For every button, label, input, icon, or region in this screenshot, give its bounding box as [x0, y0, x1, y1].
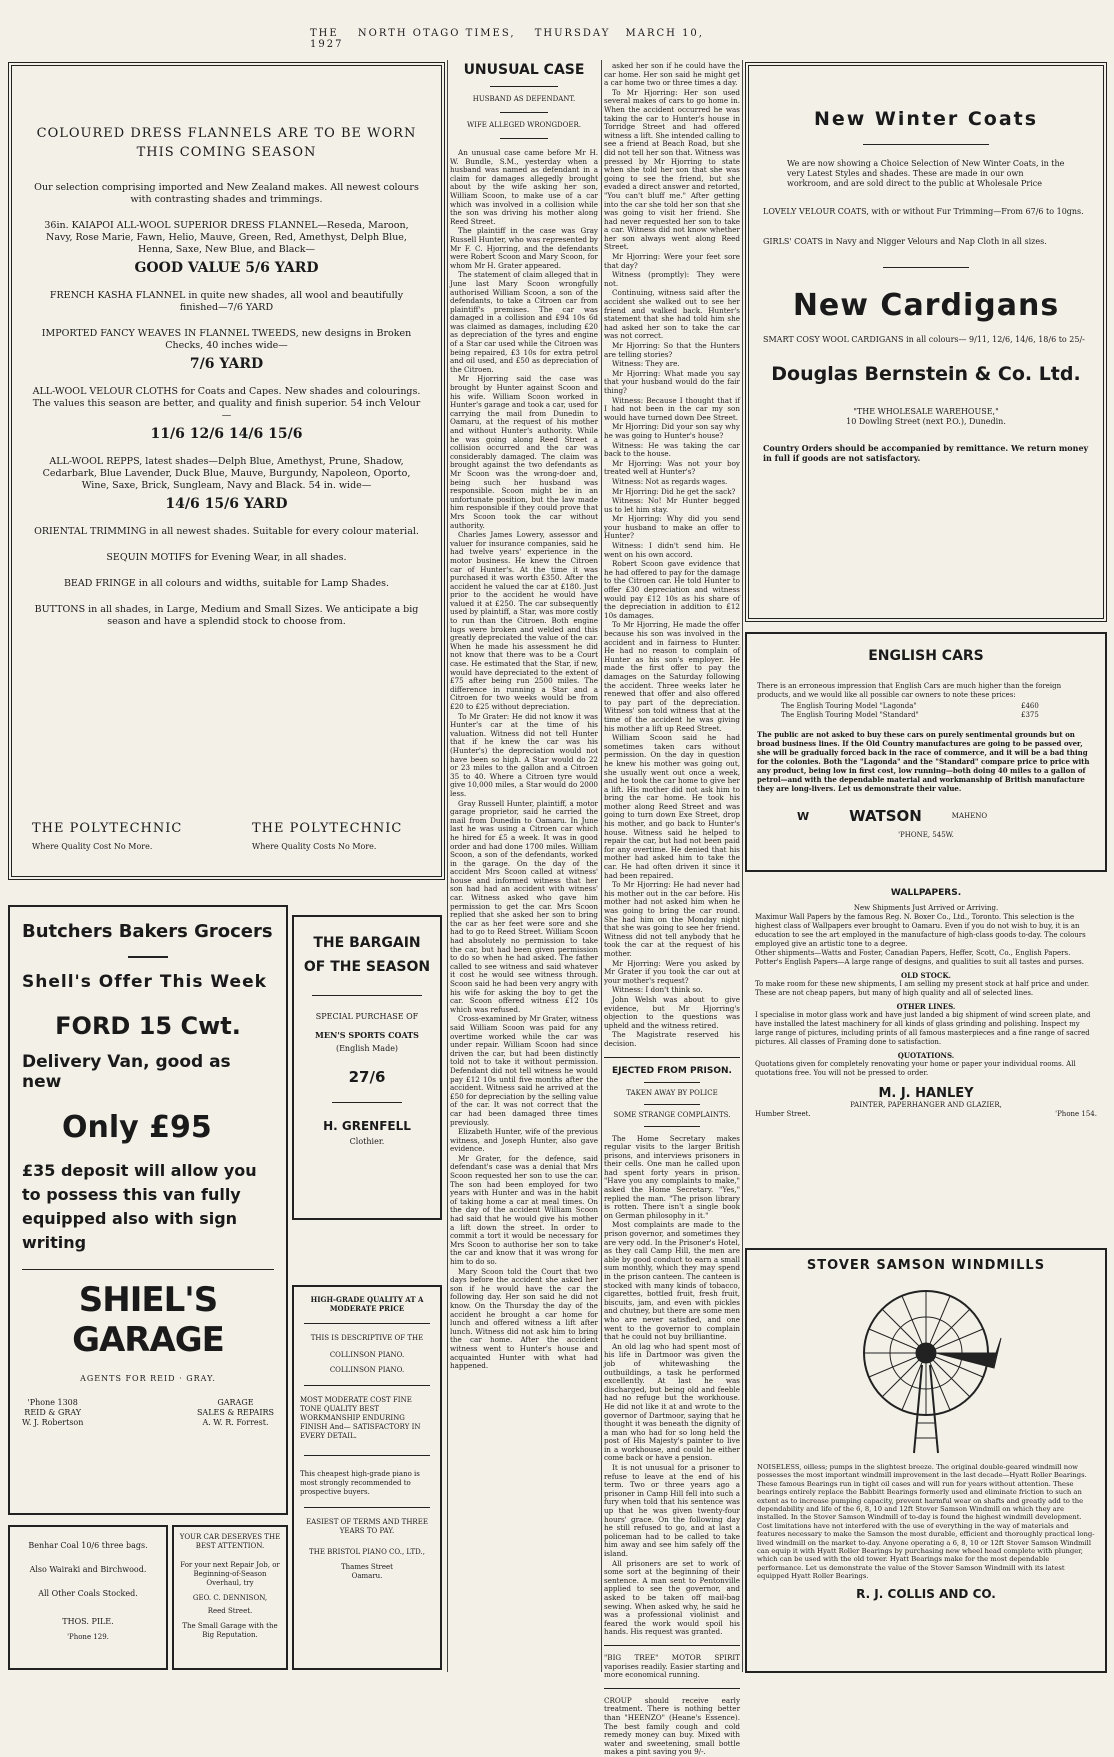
dennison-line3: The Small Garage with the Big Reputation. [182, 1622, 278, 1639]
collinson-ad [292, 1285, 442, 1670]
divider [500, 112, 548, 113]
dennison-line1: YOUR CAR DESERVES THE BEST ATTENTION. [179, 1533, 281, 1550]
prison-paragraph: It is not unusual for a prisoner to refuse to leave at the end of his term. Two or three years ago a prisoner in Camp Hill fell into such a fury when told that his sentence was up that he was given twenty-four hours' grace. On the following day he still refused to go, and at last a policeman had to be called to take him away and see him safely off the island. [604, 1463, 740, 1558]
hanley-ad [745, 880, 1107, 1240]
shiels-sales: SALES & REPAIRS [196, 1408, 274, 1417]
divider [490, 86, 558, 87]
polytechnic-item-price: 11/6 12/6 14/6 15/6 [150, 426, 303, 442]
shiels-price: Only £95 [62, 1110, 212, 1145]
windmill-footer: R. J. COLLIS AND CO. [856, 1586, 996, 1601]
case2-paragraph: To Mr Hjorring: Her son used several makes of cars to go home in. When the accident occurred he was taking the car to Hunter's house in Torridge Street and had offered witness a lift. She intended calling to see a friend at Beach Road, but she did not tell her son that. Witness was pressed by Mr Hjorring to state when she told her son that she was going to see the friend, but she evaded a direct answer and retorted, "You can't bluff me." After getting into the car she told her son that she was going to visit her friend. She had never requested her son to take a car. Witness did not know whether her son always went along Reed Street. [604, 87, 740, 252]
pile-line1: Benhar Coal 10/6 three bags. [28, 1541, 148, 1550]
prison-title: EJECTED FROM PRISON. [612, 1065, 732, 1076]
case2-paragraph: Witness: No! Mr Hunter begged us to let him stay. [604, 496, 740, 514]
case2-paragraph: Witness (promptly): They were not. [604, 270, 740, 288]
shiels-footer [22, 1398, 274, 1428]
douglas-velour: LOVELY VELOUR COATS, with or without Fur Trimming—From 67/6 to 10gns. [763, 207, 1084, 216]
case2-paragraph: The Magistrate reserved his decision. [604, 1030, 740, 1048]
case2-paragraph: Witness: Not as regards wages. [612, 476, 728, 486]
shiels-footer-left [22, 1398, 83, 1428]
case2-paragraph: Witness: Because I thought that if I had not been in the car my son would have turned down Dee Street. [604, 395, 740, 422]
divider [644, 1104, 700, 1105]
douglas-warehouse: "THE WHOLESALE WAREHOUSE," [853, 407, 999, 416]
masthead-day: THURSDAY [534, 28, 611, 39]
grenfell-ad [292, 915, 442, 1220]
watson-intro: There is an erroneous impression that English Cars are much higher than the foreign products, and we would like all possible car owners to note these prices: [757, 682, 1062, 699]
masthead [310, 28, 740, 50]
shiels-offer: Shell's Offer This Week [22, 972, 267, 992]
divider [304, 1323, 430, 1324]
divider [644, 1082, 700, 1083]
croup-notice: CROUP should receive early treatment. There is nothing better than "HEENZO" (Heane's Essence). The best family cough and cold remedy money can buy. Mixed with water and sweetening, small bottle makes a pint saving you 9/-. [604, 1695, 740, 1757]
case-paragraph: The statement of claim alleged that in June last Mary Scoon wrongfully authorised William Scoon, a son of the defendants, to take a Citroen car from plaintiff's premises. The car was damaged in a collision and £94 10s 6d was claimed as damages, including £20 as depreciation of the tyres and engine of a Star car used while the Citroen was being repaired, £3 10s for extra petrol and oil used, and £50 as depreciation of the Citroen. [450, 270, 598, 374]
case2-paragraph: Witness: He was taking the car back to the house. [604, 440, 740, 459]
divider [604, 1688, 740, 1689]
douglas-address: 10 Dowling Street (next P.O.), Dunedin. [846, 417, 1006, 426]
divider [500, 138, 548, 139]
collinson-features: MOST MODERATE COST FINE TONE QUALITY BEST WORKMANSHIP ENDURING FINISH And— SATISFACTORY IN EVERY DETAIL. [300, 1396, 421, 1440]
dennison-ad [172, 1525, 288, 1670]
polytechnic-item: BEAD FRINGE in all colours and widths, suitable for Lamp Shades. [63, 578, 390, 589]
case2-column [604, 61, 741, 1757]
divider [883, 267, 969, 268]
hanley-phone: 'Phone 154. [1055, 1110, 1097, 1118]
dennison-name: GEO. C. DENNISON, [192, 1594, 268, 1602]
douglas-title1: New Winter Coats [813, 108, 1039, 130]
case-paragraph: An unusual case came before Mr H. W. Bundle, S.M., yesterday when a husband was named as defendant in a claim for damages allegedly brought about by the wife asking her son, William Scoon, to make use of a car which was involved in a collision while the son was driving his mother along Reed Street. [450, 148, 598, 226]
shiels-agents: AGENTS FOR REID · GRAY. [80, 1374, 216, 1383]
douglas-cardigans: SMART COSY WOOL CARDIGANS in all colours— 9/11, 12/6, 14/6, 18/6 to 25/- [763, 335, 1085, 344]
polytechnic-items [32, 220, 421, 628]
divider [22, 1269, 274, 1270]
prison-sub2: SOME STRANGE COMPLAINTS. [613, 1110, 731, 1119]
case-paragraph: Charles James Lowery, assessor and valuer for insurance companies, said he had twelve years' experience in the motor business. He knew the Citroen car of Hunter's. At the time it was purchased it was worth £350. After the accident he valued the car at £180. Just prior to the accident he would have valued it at £250. The car subsequently used by plaintiff, a Star, was more costly to run than the Citroen. Both engine lugs were broken and welded and this greatly depreciated the value of the car. When he made his assessment he did not know that there was to be a Court case. He estimated that the Star, if new, would have depreciated to the extent of £75 after being run 2500 miles. The difference in running a Star and a Citroen for two weeks would be from £20 to £25 without depreciation. [450, 530, 598, 711]
watson-phone: 'PHONE, 545W. [898, 831, 954, 839]
watson-ad [745, 632, 1107, 872]
case2-paragraph: To Mr Hjorring: He had never had his mother out in the car before. His mother had not asked him when he was going to bring the car round. She had him on the Monday night that she was going to see her friend. Witness did not tell anybody that he took the car at the request of his mother. [604, 880, 740, 958]
collinson-piano2: COLLINSON PIANO. [329, 1366, 405, 1374]
polytechnic-item-price: 14/6 15/6 YARD [165, 496, 288, 512]
divider [863, 144, 989, 145]
divider [304, 1455, 430, 1456]
hanley-quot-title: QUOTATIONS. [897, 1051, 955, 1060]
watson-model1: The English Touring Model "Lagonda" [781, 702, 917, 710]
douglas-country: Country Orders should be accompanied by remittance. We return money in full if goods are not satisfactory. [763, 443, 1089, 463]
case2-paragraph: Witness: I didn't send him. He went on his own accord. [604, 541, 740, 559]
divider [644, 1126, 700, 1127]
polytechnic-ad [8, 62, 445, 880]
divider [312, 995, 422, 996]
case2-paragraph: Mr Hjorring: What made you say that your husband would do the fair thing? [604, 368, 740, 395]
case-sub1: HUSBAND AS DEFENDANT. [472, 95, 576, 103]
hanley-p2: Other shipments—Watts and Foster, Canadian Papers, Heffer, Scott, Co., English Papers. [755, 949, 1071, 957]
grenfell-title: THE BARGAIN OF THE SEASON [303, 935, 431, 975]
prison-paragraph: An old lag who had spent most of his life in Dartmoor was given the job of whitewashing the outbuildings, a task he performed excellently. At last he was discharged, but being old and feeble had no refuge but the workhouse. He did not like it at and wrote to the governor of Dartmoor, saying that he thought it was beneath the dignity of a man who had for so long held the post of His Majesty's painter to live in a workhouse, and could he either come back or have a pension. [604, 1341, 740, 1463]
watson-model2: The English Touring Model "Standard" [781, 711, 919, 719]
collinson-terms: EASIEST OF TERMS AND THREE YEARS TO PAY. [306, 1518, 428, 1535]
column-rule [601, 60, 602, 1672]
pile-phone: 'Phone 129. [67, 1633, 109, 1641]
case-title: UNUSUAL CASE [463, 62, 585, 78]
case2-paragraph: Mr Hjorring: Were you asked by Mr Grater if you took the car out at your mother's request? [604, 958, 740, 985]
watson-body: The public are not asked to buy these cars on purely sentimental grounds but on broad business lines. If the Old Country manufactures are going to be passed over, she will be gradually forced back in the race of commerce, and it will be a bad thing for the colonies. Both the "Lagonda" and the "Standard" compare price to price with any product, being low in first cost, low running—both doing 40 miles to a gallon of petrol—and with the dependable material and workmanship of British manufacture they are long-livers. Let us demonstrate their value. [757, 730, 1090, 793]
polytechnic-item: IMPORTED FANCY WEAVES IN FLANNEL TWEEDS, new designs in Broken Checks, 40 inches wide— [41, 328, 412, 351]
hanley-footer [755, 1110, 1097, 1119]
divider [604, 1645, 740, 1646]
watson-model2-row [757, 711, 1095, 720]
shiels-van: Delivery Van, good as new [22, 1052, 231, 1092]
case2-paragraph: John Welsh was about to give evidence, but Mr Hjorring's objection to the questions was upheld and the witness retired. [604, 994, 740, 1030]
case2-paragraph: asked her son if he could have the car home. Her son said he might get a car home two or three times a day. [604, 61, 740, 88]
case-body [450, 149, 598, 1371]
pile-ad [8, 1525, 168, 1670]
grenfell-item: MEN'S SPORTS COATS [315, 1030, 419, 1040]
grenfell-special: SPECIAL PURCHASE OF [315, 1012, 419, 1021]
windmill-body: NOISELESS, oilless; pumps in the slightest breeze. The original double-geared windmill now possesses the most important windmill improvement in the last decade—Hyatt Roller Bearings. These famous Bearings run in tight oil cases and will run for years without attention. These bearings entirely replace the Babbitt Bearings formerly used and eliminate friction to such an extent as to increase pumping capacity, prevent harmful wear on shafts and greatly add to the dependability and life of the 6, 8, 10 and 12ft Stover Samson Windmill on which they are installed. In the Stover Samson Windmill of to-day is found the highest windmill development. Cost limitations have not interfered with the use of everything in the way of materials and features necessary to make the Samson the most durable, efficient and thoroughly practical long-lived windmill on the market to-day. Anyone operating a 6, 8, 10 or 12ft Stover Samson Windmill can equip it with Hyatt Roller Bearings by purchasing new wheel head complete with plunger, which can be used with the old tower. Hyatt Bearings make for the most dependable performance. Let us demonstrate the value of the Stover Samson Windmill with its latest equipped Hyatt Roller Bearings. [757, 1463, 1095, 1581]
masthead-paper: NORTH OTAGO TIMES, [357, 28, 516, 39]
polytechnic-item-price: 7/6 YARD [189, 356, 264, 372]
watson-prefix: W [797, 809, 810, 823]
hanley-sub: New Shipments Just Arrived or Arriving. [853, 904, 999, 912]
case-paragraph: Mr Hjorring said the case was brought by Hunter against Scoon and his wife. William Scoon worked in Hunter's garage and took a car, used for carrying the mail from Dunedin to Oamaru, at the request of his mother and without Hunter's authority. While he was going along Reed Street a collision occurred and the car was considerably damaged. The claim was brought against the two defendants as Mr Scoon was the wrong-doer and, being such her husband was responsible. Scoon might be in an unfortunate position, but the law made him responsible if they could prove that Mrs Scoon took the car without authority. [450, 374, 598, 530]
shiels-garage2: GARAGE [217, 1398, 254, 1407]
hanley-role: PAINTER, PAPERHANGER AND GLAZIER, [850, 1101, 1002, 1109]
hanley-street: Humber Street. [755, 1110, 811, 1118]
case2-body [604, 62, 740, 1049]
shiels-forrest: A. W. R. Forrest. [202, 1418, 269, 1427]
collinson-town: Oamaru. [351, 1572, 383, 1580]
watson-model1-row [757, 702, 1095, 711]
polytechnic-item: BUTTONS in all shades, in Large, Medium and Small Sizes. We anticipate a big season and have a splendid stock to choose from. [34, 604, 419, 627]
shiels-firm: REID & GRAY [24, 1408, 82, 1417]
shiels-top: Butchers Bakers Grocers [22, 921, 273, 942]
divider [332, 1102, 402, 1103]
collinson-company: THE BRISTOL PIANO CO., LTD., [309, 1548, 425, 1556]
case2-paragraph: To Mr Hjorring, He made the offer because his son was involved in the accident and in fairness to Hunter. He had no reason to complain of Hunter as his son's employer. He made the first offer to pay the damages on the Saturday following the accident. Three weeks later he renewed that offer and also offered to pay part of the depreciation. Witness' son told witness that at the time of the accident he was giving his mother a lift up Reed Street. [604, 620, 740, 733]
prison-paragraph: The Home Secretary makes regular visits to the larger British prisons, and interviews prisoners in their cells. One man he called upon had spent forty years in prison. "Have you any complaints to make," asked the Home Secretary. "Yes," replied the man. "The prison library is rotten. There isn't a single book on German philosophy in it." [604, 1133, 740, 1220]
case2-paragraph: Mr Hjorring: Did he get the sack? [612, 486, 736, 496]
case2-paragraph: Witness: I don't think so. [612, 985, 703, 995]
hanley-old-title: OLD STOCK. [901, 971, 951, 980]
case2-paragraph: Witness: They are. [612, 359, 680, 369]
polytechnic-headline: COLOURED DRESS FLANNELS ARE TO BE WORN [36, 126, 417, 141]
collinson-piano: COLLINSON PIANO. [329, 1351, 405, 1359]
collinson-street: Thames Street [340, 1563, 393, 1571]
watson-price1: £460 [1021, 702, 1039, 710]
prison-paragraph: All prisoners are set to work of some sort at the beginning of their sentence. A man sent to Pentonville applied to see the governor, and asked to be taken off mail-bag sewing. When asked why, he said he was a professional violinist and feared the work would spoil his hands. His request was granted. [604, 1558, 740, 1637]
polytechnic-item: FRENCH KASHA FLANNEL in quite new shades, all wool and beautifully finished—7/6 YARD [49, 290, 404, 313]
shiels-phone: 'Phone 1308 [27, 1398, 78, 1407]
bigtree-notice: "BIG TREE" MOTOR SPIRIT vaporises readily. Easier starting and more economical running. [604, 1652, 740, 1680]
divider [304, 1385, 430, 1386]
hanley-other: I specialise in motor glass work and have just landed a big shipment of wind screen plate, and have installed the latest machinery for all kinds of glass grinding and polishing. Inspect my large range of pictures, including prints of all famous masterpieces and a fine range of sacred pictures. All classes of Framing done to satisfaction. [755, 1011, 1091, 1046]
shiels-footer-right [197, 1398, 274, 1428]
divider [304, 1507, 430, 1508]
dennison-line2: For your next Repair Job, or Beginning-of-Season Overhaul, try [180, 1561, 280, 1587]
watson-name: WATSON [849, 807, 922, 825]
case-paragraph: The plaintiff in the case was Gray Russell Hunter, who was represented by Mr F. C. Hjorring, and the defendants were Robert Scoon and Mary Scoon, for whom Mr H. Grater appeared. [450, 226, 598, 270]
case-sub2: WIFE ALLEGED WRONGDOER. [466, 121, 582, 129]
shiels-person: W. J. Robertson [22, 1418, 84, 1427]
case-paragraph: To Mr Grater: He did not know it was Hunter's car at the time of his valuation. Witness did not tell Hunter that if he knew the car was his (Hunter's) the depreciation would not have been so high. A Star would do 22 or 23 miles to the gallon and a Citroen 35 to 40. Where a Citroen tyre would give 10,000 miles, a Star would do 2000 less. [450, 711, 598, 798]
case2-paragraph: Mr Hjorring: Was not your boy treated well at Hunter's? [604, 458, 740, 477]
case2-paragraph: Mr Hjorring: Why did you send your husband to make an offer to Hunter? [604, 514, 740, 541]
collinson-body: This cheapest high-grade piano is most strongly recommended to prospective buyers. [300, 1470, 420, 1496]
masthead-date: MARCH 10, 1927 [310, 28, 704, 50]
prison-paragraph: Most complaints are made to the prison governor, and sometimes they are very odd. In the Prisoner's Hotel, as they call Camp Hill, the men are able by good conduct to earn a small sum monthly, which they may spend in the prison canteen. The canteen is stocked with many kinds of tobacco, cigarettes, bottled fruit, fresh fruit, biscuits, jam, and even with pickles and chutney, but there are some men who are never satisfied, and one went to the governor to complain that he could not buy brilliantine. [604, 1220, 741, 1342]
watson-sig [757, 807, 1095, 825]
case-paragraph: Mr Grater, for the defence, said defendant's case was a denial that Mrs Scoon requested her son to use the car. The son had been employed for two years with Hunter and was in the habit of taking home a car at meal times. On the day of the accident William Scoon had said that he would give his mother a lift down the street. In order to commit a tort it would be necessary for Mrs Scoon to authorise her son to take the car and know that it was wrong for him to do so. [450, 1153, 598, 1266]
case2-paragraph: Mr Hjorring: Were your feet sore that day? [604, 252, 740, 270]
case-paragraph: Gray Russell Hunter, plaintiff, a motor garage proprietor, said he carried the mail from Dunedin to Oamaru. In June last he was using a Citroen car which he hired for £5 a week. It was in good order and had done 1700 miles. William Scoon, a son of the defendants, worked in the garage. On the day of the accident Mrs Scoon called at witness' house and informed witness that her son had had an accident with witness' car. Witness asked who gave him permission to get the car. Mrs Scoon replied that she asked her son to bring the car as her feet were sore and she had to go to Reed Street. William Scoon had absolutely no permission to take the car, but had been given permission to do so when he had asked. The father called to see witness and said whatever it cost he would see witness through. Scoon said he had been very angry with his wife for asking the boy to get the car. Scoon offered witness £12 10s which was refused. [450, 798, 598, 1014]
hanley-name: M. J. HANLEY [878, 1086, 974, 1101]
divider [604, 1057, 740, 1058]
column-rule [447, 60, 448, 1672]
hanley-other-title: OTHER LINES. [896, 1002, 956, 1011]
polytechnic-sig-left: THE POLYTECHNIC [32, 821, 183, 836]
watson-price2: £375 [1021, 711, 1039, 719]
douglas-girls: GIRLS' COATS in Navy and Nigger Velours and Nap Cloth in all sizes. [763, 237, 1047, 246]
collinson-desc: THIS IS DESCRIPTIVE OF THE [310, 1334, 424, 1342]
hanley-quot: Quotations given for completely renovating your home or paper your individual rooms. All quotations free. You will not be pressed to order. [755, 1060, 1076, 1077]
polytechnic-item: ALL-WOOL REPPS, latest shades—Delph Blue, Amethyst, Prune, Shadow, Cedarbark, Blue Lavender, Duck Blue, Mauve, Burgundy, Napoleon, Oporto, Wine, Saxe, Brick, Sungleam, Navy and Black. 54 in. wide— [42, 456, 411, 491]
polytechnic-item: ORIENTAL TRIMMING in all newest shades. Suitable for every colour material. [34, 526, 419, 537]
polytechnic-subheadline: THIS COMING SEASON [136, 145, 317, 160]
shiels-garage-ad [8, 905, 288, 1515]
grenfell-price: 27/6 [348, 1068, 386, 1086]
grenfell-role: Clothier. [349, 1137, 385, 1146]
watson-title: ENGLISH CARS [868, 648, 984, 664]
polytechnic-item: SEQUIN MOTIFS for Evening Wear, in all shades. [106, 552, 347, 563]
watson-town: MAHENO [951, 811, 988, 820]
polytechnic-item: ALL-WOOL VELOUR CLOTHS for Coats and Capes. New shades and colourings. The values this season are better, and quality and finish superior. 54 inch Velour— [32, 386, 421, 421]
case2-paragraph: Continuing, witness said after the accident she walked out to see her friend and walked back. Hunter's statement that she had told him she had asked her son to take the car was not correct. [604, 288, 740, 341]
douglas-intro: We are now showing a Choice Selection of New Winter Coats, in the very Latest Styles and shades. These are made in our own workroom, and are sold direct to the public at Wholesale Price [787, 159, 1065, 188]
grenfell-name: H. GRENFELL [323, 1119, 411, 1133]
dennison-street: Reed Street. [207, 1607, 253, 1615]
column-rule [742, 60, 743, 1672]
shiels-garage-name: SHIEL'S GARAGE [72, 1280, 224, 1360]
case2-paragraph: Mr Hjorring: Did your son say why he was going to Hunter's house? [604, 422, 740, 440]
hanley-p1: Maximur Wall Papers by the famous Reg. N. Boxer Co., Ltd., Toronto. This selection is the highest class of Wallpapers ever brought to Oamaru. Even if you do not wish to buy, it is an education to see the art employed in the manufacture of high-class goods to-day. The colours employed give an artistic tone to a degree. [755, 913, 1086, 948]
pile-line3: All Other Coals Stocked. [38, 1589, 138, 1598]
case2-paragraph: William Scoon said he had sometimes taken cars without permission. On the day in question he knew his mother was going out, she usually went out once a week, and he took the car home to give her a lift. His mother did not ask him to bring the car home. He took his mother along Reed Street and was going to turn down Exe Street, drop his mother, and go back to Hunter's house. Witness said he helped to repair the car, but had not been paid for any overtime. He denied that his mother had asked him to take the car. He had often driven it since it had been repaired. [604, 733, 740, 880]
windmill-ad [745, 1248, 1107, 1673]
shiels-deposit: £35 deposit will allow you to possess this van fully equipped also with sign writing [22, 1161, 257, 1252]
shiels-ford: FORD 15 Cwt. [55, 1012, 241, 1040]
polytechnic-intro: Our selection comprising imported and New Zealand makes. All newest colours with contrasting shades and trimmings. [34, 182, 419, 205]
hanley-title: WALLPAPERS. [890, 888, 962, 898]
case-paragraph: Cross-examined by Mr Grater, witness said William Scoon was paid for any overtime worked while the car was under repair. William Scoon had since driven the car, but had been distinctly told not to take it without permission. Defendant did not tell witness he would pay £12 10s until five months after the accident. Witness said he arrived at the £50 for depreciation by the selling value of the car. It was not correct that the car had been damaged three times previously. [450, 1014, 598, 1127]
prison-body [604, 1135, 740, 1637]
case-paragraph: Elizabeth Hunter, wife of the previous witness, and Joseph Hunter, also gave evidence. [450, 1127, 598, 1154]
pile-name: THOS. PILE. [62, 1617, 114, 1626]
polytechnic-sig-right-block [252, 821, 432, 852]
prison-sub1: TAKEN AWAY BY POLICE [626, 1088, 718, 1097]
masthead-the: THE [310, 28, 339, 39]
douglas-firm: Douglas Bernstein & Co. Ltd. [771, 363, 1081, 385]
case-paragraph: Mary Scoon told the Court that two days before the accident she asked her son if he would have the car the following day. Her son said he did not know. On the Thursday the day of the accident he brought a car home for lunch and offered witness a lift after lunch. Witness did not ask him to bring the car home. After the accident witness went to Hunter's house and acquainted Hunter with what had happened. [450, 1266, 598, 1371]
case2-paragraph: Mr Hjorring: So that the Hunters are telling stories? [604, 341, 740, 359]
grenfell-made: (English Made) [335, 1044, 399, 1053]
hanley-p3: Potter's English Papers—A large range of designs, and qualities to suit all tastes and purses. [755, 958, 1084, 966]
polytechnic-item: 36in. KAIAPOI ALL-WOOL SUPERIOR DRESS FLANNEL—Reseda, Maroon, Navy, Rose Marie, Fawn, Helio, Mauve, Green, Red, Amethyst, Delph Blue, Henna, Saxe, New Blue, and Black— [44, 220, 409, 255]
collinson-top: HIGH-GRADE QUALITY AT A MODERATE PRICE [310, 1295, 424, 1313]
hanley-old: To make room for these new shipments, I am selling my present stock at half price and under. These are not cheap papers, but many of high quality and all of selected lines. [755, 980, 1090, 997]
polytechnic-sig-right: THE POLYTECHNIC [252, 821, 403, 836]
polytechnic-item-price: GOOD VALUE 5/6 YARD [134, 260, 319, 276]
polytechnic-tag-right: Where Quality Costs No More. [252, 842, 377, 851]
case-column [450, 62, 598, 1672]
windmill-title: STOVER SAMSON WINDMILLS [806, 1258, 1046, 1273]
douglas-title2: New Cardigans [792, 288, 1060, 323]
windmill-illustration-icon [826, 1283, 1026, 1453]
pile-line2: Also Wairaki and Birchwood. [29, 1565, 147, 1574]
polytechnic-tag-left: Where Quality Cost No More. [32, 842, 153, 851]
divider [128, 956, 168, 958]
case2-paragraph: Robert Scoon gave evidence that he had offered to pay for the damage to the Citroen car. He told Hunter to offer £30 depreciation and witness would pay £12 10s as his share of the depreciation in addition to £12 10s damages. [604, 559, 740, 620]
douglas-ad [745, 62, 1107, 622]
polytechnic-sig-left-block [32, 821, 212, 852]
